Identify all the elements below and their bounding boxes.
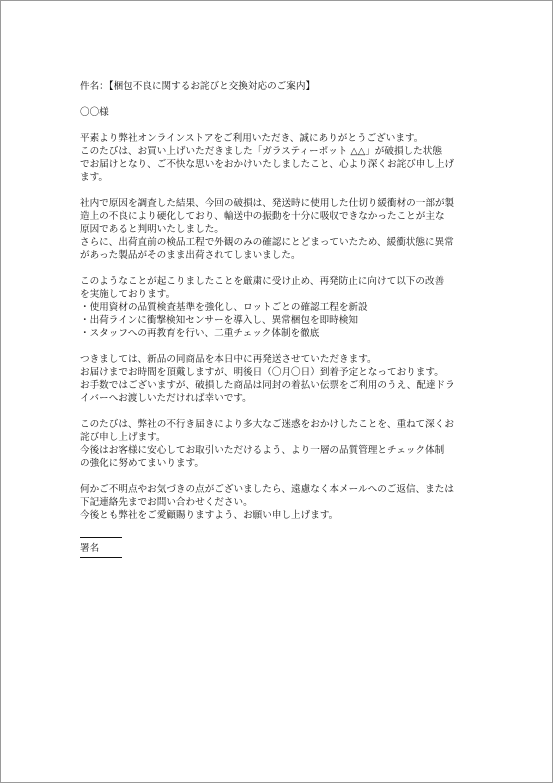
paragraph-closing [80, 483, 482, 522]
signature: 署名 [80, 543, 100, 554]
text-line: 今後とも弊社をご愛顧賜りますよう、お願い申し上げます。 [80, 510, 339, 521]
text-line: 社内で原因を調査した結果、今回の破損は、発送時に使用した仕切り緩衝材の一部が製 [80, 198, 455, 209]
paragraph-improvements [80, 275, 482, 340]
text-line: 下記連絡先までお問い合わせください。 [80, 497, 253, 508]
text-line: このたびは、弊社の不行き届きにより多大なご迷惑をおかけしたことを、重ねて深くお [80, 419, 454, 430]
text-line: さらに、出荷直前の検品工程で外観のみの確認にとどまっていたため、緩衝状態に異常 [80, 237, 454, 248]
text-line: 原因であると判明いたしました。 [80, 224, 224, 235]
subject-line: 件名：【梱包不良に関するお詫びと交換対応のご案内】 [80, 81, 316, 92]
list-item: ・使用資材の品質検査基準を強化し、ロットごとの確認工程を新設 [80, 302, 368, 313]
paragraph-reshipment [80, 353, 482, 405]
text-line: このたびは、お買い上げいただきました「ガラスティーポット △△」が破損した状態 [80, 146, 442, 157]
text-line: つきましては、新品の同商品を本日中に再発送させていただきます。 [80, 354, 377, 365]
text-line: 今後はお客様に安心してお取引いただけるよう、より一層の品質管理とチェック体制 [80, 445, 445, 456]
text-line: 造上の不良により硬化しており、輸送中の振動を十分に吸収できなかったことが主な [80, 211, 445, 222]
text-line: の強化に努めてまいります。 [80, 458, 204, 469]
paragraph-greeting [80, 132, 482, 184]
text-line: お届けまでお時間を頂戴しますが、明後日（〇月〇日）到着予定となっております。 [80, 367, 444, 378]
signature-divider-top [80, 537, 122, 538]
text-line: 平素より弊社オンラインストアをご利用いただき、誠にありがとうございます。 [80, 133, 424, 144]
text-line: 何かご不明点やお気づきの点がございましたら、遠慮なく本メールへのご返信、または [80, 484, 454, 495]
paragraph-apology [80, 418, 482, 470]
addressee: 〇〇様 [80, 107, 109, 118]
text-line: でお届けとなり、ご不快な思いをおかけいたしましたこと、心より深くお詫び申し上げ [80, 159, 455, 170]
list-item: ・出荷ラインに衝撃検知センサーを導入し、異常梱包を即時検知 [80, 315, 358, 326]
text-line: を実施しております。 [80, 289, 176, 300]
paragraph-cause [80, 197, 482, 262]
signature-divider-bottom [80, 557, 122, 558]
text-line: イバーへお渡しいただければ幸いです。 [80, 393, 252, 404]
text-line: があった製品がそのまま出荷されてしまいました。 [80, 250, 301, 261]
text-line: 詫び申し上げます。 [80, 432, 166, 443]
text-line: お手数ではございますが、破損した商品は同封の着払い伝票をご利用のうえ、配達ドラ [80, 380, 455, 391]
list-item: ・スタッフへの再教育を行い、二重チェック体制を徹底 [80, 328, 320, 339]
text-line: このようなことが起こりましたことを厳粛に受け止め、再発防止に向けて以下の改善 [80, 276, 445, 287]
text-line: ます。 [80, 172, 109, 183]
document-body [80, 80, 482, 562]
